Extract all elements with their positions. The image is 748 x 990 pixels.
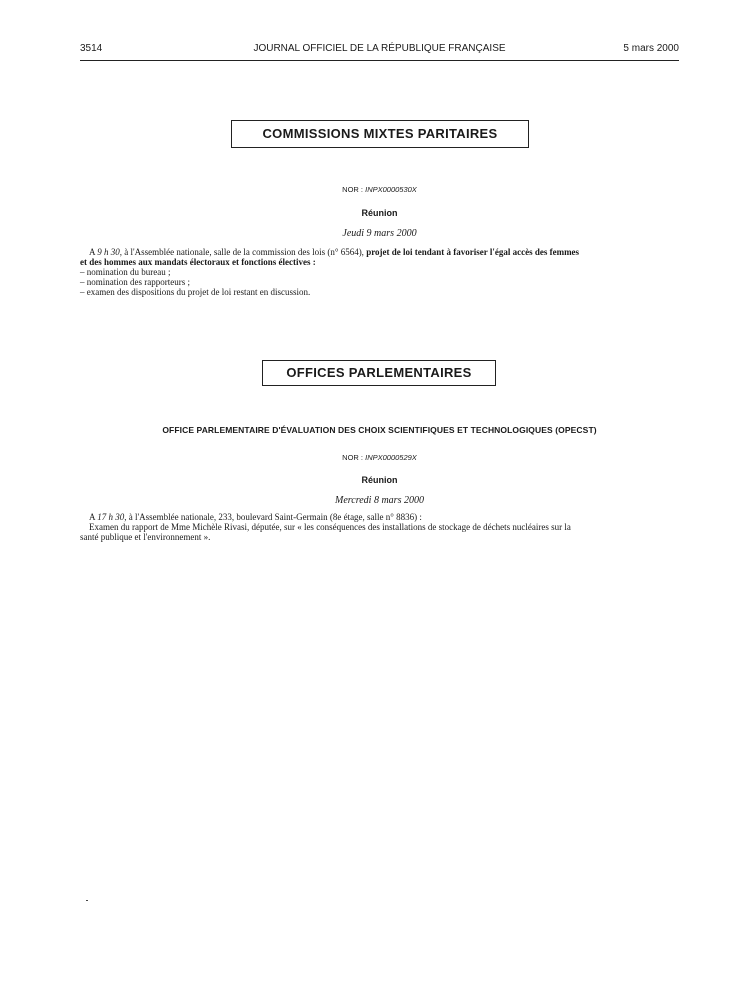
meeting-date-commissions: Jeudi 9 mars 2000 (342, 228, 417, 239)
bill-title-line1: projet de loi tendant à favoriser l'égal accès des femmes (366, 247, 580, 257)
agenda-item: – nomination des rapporteurs ; (80, 277, 190, 287)
meeting-time: 9 h 30, (97, 247, 123, 257)
meeting-location: à l'Assemblée nationale, 233, boulevard Saint-Germain (8e étage, salle n° 8836) : (128, 512, 422, 522)
journal-title: JOURNAL OFFICIEL DE LA RÉPUBLIQUE FRANÇAISE (253, 43, 506, 54)
meeting-intro-line: A 9 h 30, à l'Assemblée nationale, salle de la commission des lois (n° 6564), projet de loi tendant à favoriser l'égal accès des femmes (89, 247, 580, 257)
meeting-date-offices: Mercredi 8 mars 2000 (335, 495, 424, 506)
bill-title-line2: et des hommes aux mandats électoraux et fonctions électives : (80, 257, 316, 267)
section-title-commissions: COMMISSIONS MIXTES PARITAIRES (231, 120, 529, 148)
agenda-item: – nomination du bureau ; (80, 267, 171, 277)
nor-reference-commissions (80, 185, 679, 194)
office-name: OFFICE PARLEMENTAIRE D'ÉVALUATION DES CHOIX SCIENTIFIQUES ET TECHNOLOGIQUES (OPECST) (162, 425, 597, 435)
meeting-location: à l'Assemblée nationale, salle de la commission des lois (n° 6564), (124, 247, 364, 257)
agenda-item: – examen des dispositions du projet de loi restant en discussion. (80, 287, 311, 297)
nor-label: NOR : (342, 453, 364, 462)
nor-code: INPX0000529X (365, 453, 417, 462)
page-number: 3514 (80, 43, 103, 54)
meeting-details-offices (80, 512, 679, 542)
nor-label: NOR : (342, 185, 364, 194)
meeting-intro-line: A 17 h 30, à l'Assemblée nationale, 233, boulevard Saint-Germain (8e étage, salle n° 8836) : (89, 512, 422, 522)
meeting-time: 17 h 30, (97, 512, 127, 522)
nor-code: INPX0000530X (365, 185, 417, 194)
meeting-details-commissions (80, 247, 679, 297)
section-title-offices: OFFICES PARLEMENTAIRES (262, 360, 496, 386)
page-header (80, 43, 679, 57)
header-rule (80, 60, 679, 61)
exam-line2: santé publique et l'environnement ». (80, 532, 211, 542)
issue-date: 5 mars 2000 (623, 43, 679, 54)
nor-reference-offices (80, 453, 679, 462)
print-mark (86, 900, 88, 901)
exam-line1: Examen du rapport de Mme Michèle Rivasi, députée, sur « les conséquences des installations de stockage de déchets nucléaires sur la (89, 522, 571, 532)
meeting-heading-commissions: Réunion (361, 208, 398, 218)
meeting-heading-offices: Réunion (361, 475, 398, 485)
